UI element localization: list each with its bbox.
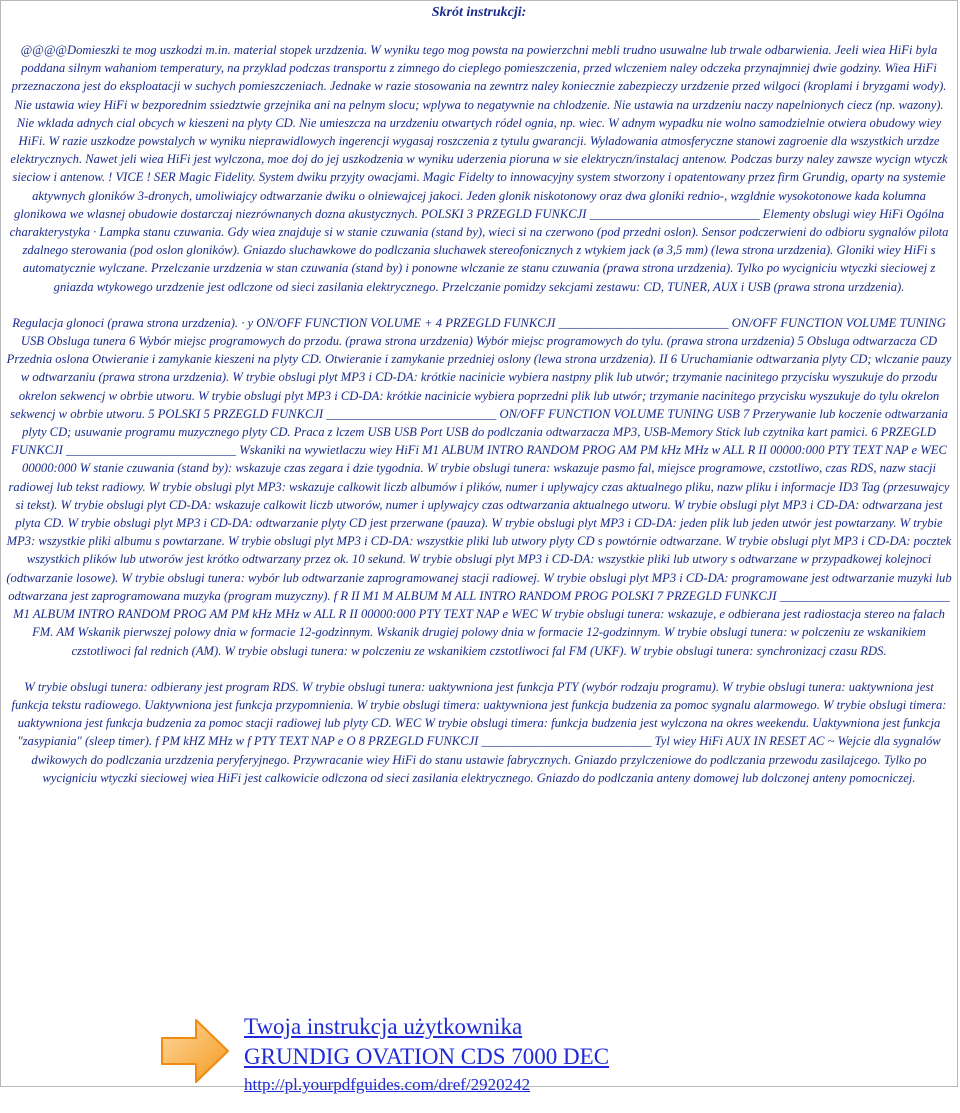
page-title: Skrót instrukcji: <box>431 5 527 20</box>
user-manual-link[interactable]: Twoja instrukcja użytkownika <box>244 1014 523 1039</box>
footer-links <box>244 1012 609 1098</box>
paragraph-2: Regulacja glonoci (prawa strona urzdzenia). · y ON/OFF FUNCTION VOLUME + 4 PRZEGLD FUNKCJI ___________________________ ON/OFF FUNCTION VOLUME TUNING USB Obsluga tunera 6 Wybór miejsc programowych do przodu. (prawa strona urzdzenia) Wybór miejsc programowych do tylu. (prawa strona urzdzenia) 5 Obsluga odtwarzacza CD Przednia oslona Otwieranie i zamykanie kieszeni na plyty CD. Otwieranie i zamykanie przedniej oslony (lewa strona urzdzenia). II 6 Uruchamianie odtwarzania plyty CD; wlczanie pauzy w odtwarzaniu (prawa strona urzdzenia). W trybie obslugi plyt MP3 i CD-DA: krótkie nacinicie wybiera nastpny plik lub utwór; trzymanie nacinitego przycisku wyszukuje do przodu okrelon sekwencj w obrbie utworu. W trybie obslugi plyt MP3 i CD-DA: krótkie nacinicie wybiera poprzedni plik lub utwór; trzymanie nacinitego przycisku wyszukuje do tylu okrelon sekwencj w obrbie utworu. 5 POLSKI 5 PRZEGLD FUNKCJI ___________________________ ON/OFF FUNCTION VOLUME TUNING USB 7 Przerywanie lub koczenie odtwarzania plyty CD; usuwanie programu muzycznego plyty CD. Praca z lczem USB USB Port USB do podlczania odtwarzacza MP3, USB-Memory Stick lub czytnika kart pamici. 6 PRZEGLD FUNKCJI ___________________________ Wskaniki na wywietlaczu wiey HiFi M1 ALBUM INTRO RANDOM PROG AM PM kHz MHz w ALL R II 00000:000 PTY TEXT NAP e WEC 00000:000 W stanie czuwania (stand by): wskazuje czas zegara i dzie tygodnia. W trybie obslugi tunera: wskazuje pasmo fal, miejsce programowe, czstotliwo, czas RDS, nazw stacji radiowej lub tekst radiowy. W trybie obslugi plyt MP3: wskazuje calkowit liczb albumów i plików, numer i uplywajcy czas aktualnego pliku, nazw pliku i informacje ID3 Tag (przesuwajcy si tekst). W trybie obslugi plyt CD-DA: wskazuje calkowit liczb utworów, numer i uplywajcy czas odtwarzania aktualnego utworu. W trybie obslugi plyt MP3 i CD-DA: odtwarzana jest plyta CD. W trybie obslugi plyt MP3 i CD-DA: odtwarzanie plyty CD jest przerwane (pauza). W trybie obslugi plyt MP3 i CD-DA: jeden plik lub jeden utwór jest powtarzany. W trybie MP3: wszystkie pliki albumu s powtarzane. W trybie obslugi plyt MP3 i CD-DA: wszystkie pliki lub utwory plyty CD s powtórnie odtwarzane. W trybie obslugi plyt MP3 i CD-DA: pocztek wszystkich plików lub utworów jest krótko odtwarzany przez ok. 10 sekund. W trybie obslugi plyt MP3 i CD-DA: wszystkie pliki lub utwory s odtwarzane w przypadkowej kolejnoci (odtwarzanie losowe). W trybie obslugi tunera: wybór lub odtwarzanie zaprogramowanej stacji radiowej. W trybie obslugi plyt MP3 i CD-DA: programowane jest odtwarzanie muzyki lub odtwarzana jest zaprogramowana muzyka (program muzyczny). f R II M1 M ALBUM M ALL INTRO RANDOM PROG POLSKI 7 PRZEGLD FUNKCJI ___________________________ M1 ALBUM INTRO RANDOM PROG AM PM kHz MHz w ALL R II 00000:000 PTY TEXT NAP e WEC W trybie obslugi tunera: wskazuje, e odbierana jest radiostacja stereo na falach FM. AM Wskanik pierwszej polowy dnia w formacie 12-godzinnym. Wskanik drugiej polowy dnia w formacie 12-godzinnym. W trybie obslugi tunera: w polczeniu ze wskanikiem czstotliwoci fal rednich (AM). W trybie obslugi tunera: w polczeniu ze wskanikiem czstotliwoci fal FM (UKF). W trybie obslugi tunera: synchronizacj czasu RDS. <box>6 315 952 658</box>
footer <box>158 1012 858 1102</box>
document-body <box>1 23 957 787</box>
arrow-right-icon <box>158 1014 232 1088</box>
product-link[interactable]: GRUNDIG OVATION CDS 7000 DEC <box>244 1044 610 1069</box>
paragraph-1: @@@@Domieszki te mog uszkodzi m.in. material stopek urzdzenia. W wyniku tego mog powsta na powierzchni mebli trudno usuwalne lub trwale odbarwienia. Jeeli wiea HiFi byla poddana silnym wahaniom temperatury, na przyklad podczas transportu z zimnego do cieplego pomieszczenia, przed wlczeniem naley odczeka przynajmniej dwie godziny. Wiea HiFi przeznaczona jest do eksploatacji w suchych pomieszczeniach. Jednake w razie stosowania na zewntrz naley koniecznie zabezpieczy urzdzenie przed wilgoci (kroplami i bryzgami wody). Nie ustawia wiey HiFi w bezporednim ssiedztwie grzejnika ani na pelnym slocu; wplywa to negatywnie na chlodzenie. Nie ustawia na urzdzeniu naczy napelnionych ciecz (np. wazony). Nie wklada adnych cial obcych w kieszeni na plyty CD. Nie umieszcza na urzdzeniu otwartych ródel ognia, np. wiec. W adnym wypadku nie wolno samodzielnie otwiera obudowy wiey HiFi. W razie uszkodze powstalych w wyniku nieprawidlowych ingerencji wygasaj roszczenia z tytulu gwarancji. Wyladowania atmosferyczne stanowi zagroenie dla wszystkich urzdze elektrycznych. Nawet jeli wiea HiFi jest wylczona, moe doj do jej uszkodzenia w wyniku uderzenia pioruna w sie elektryczn/instalacj antenow. Podczas burzy naley zawsze wycign wtyczk sieciow i antenow. ! VICE ! SER Magic Fidelity. System dwiku przyjty owacjami. Magic Fidelty to innowacyjny system stworzony i opatentowany przez firm Grundig, oparty na systemie aktywnych gloników 3-dronych, umoliwiajcy odtwarzanie dwiku o olniewajcej jakoci. Jeden glonik niskotonowy oraz dwa gloniki rednio-, wzgldnie wysokotonowe kada kolumna glonikowa we wlasnej obudowie dostarczaj niezrównanych dozna akustycznych. POLSKI 3 PRZEGLD FUNKCJI ___________________________ Elementy obslugi wiey HiFi Ogólna charakterystyka · Lampka stanu czuwania. Gdy wiea znajduje si w stanie czuwania (stand by), wieci si na czerwono (pod przedni oslon). Sensor podczerwieni do odbioru sygnalów pilota zdalnego sterowania (pod oslon gloników). Gniazdo sluchawkowe do podlczania sluchawek stereofonicznych z wtykiem jack (ø 3,5 mm) (lewa strona urzdzenia). Gloniki wiey HiFi s automatycznie wylczane. Przelczanie urzdzenia w stan czuwania (stand by) i ponowne wlczanie ze stanu czuwania (prawa strona urzdzenia). Tylko po wycigniciu wtyczki sieciowej z gniazda wtykowego urzdzenie jest odlczone od sieci zasilania elektrycznego. Przelczanie pomidzy sekcjami zestawu: CD, TUNER, AUX i USB (prawa strona urzdzenia). <box>9 43 949 294</box>
url-link[interactable]: http://pl.yourpdfguides.com/dref/2920242 <box>244 1075 531 1094</box>
paragraph-3: W trybie obslugi tunera: odbierany jest program RDS. W trybie obslugi tunera: uaktywniona jest funkcja PTY (wybór rodzaju programu). W trybie obslugi tunera: uaktywniona jest funkcja tekstu radiowego. Uaktywniona jest funkcja przypomnienia. W trybie obslugi timera: uaktywniona jest funkcja budzenia za pomoc sygnalu alarmowego. W trybie obslugi timera: uaktywniona jest funkcja budzenia za pomoc stacji radiowej lub plyty CD. WEC W trybie obslugi timera: funkcja budzenia jest wylczona na okres weekendu. Uaktywniona jest funkcja "zasypiania" (sleep timer). f PM kHZ MHz w f PTY TEXT NAP e O 8 PRZEGLD FUNKCJI ___________________________ Tyl wiey HiFi AUX IN RESET AC ~ Wejcie dla sygnalów dwikowych do podlczania urzdzenia peryferyjnego. Przywracanie wiey HiFi do stanu ustawie fabrycznych. Gniazdo przylczeniowe do podlczania przewodu zasilajcego. Tylko po wycigniciu wtyczki sieciowej wiea HiFi jest calkowicie odlczona od sieci zasilania elektrycznego. Gniazdo do podlczania anteny domowej lub dolczonej anteny pomocniczej. <box>11 679 947 785</box>
